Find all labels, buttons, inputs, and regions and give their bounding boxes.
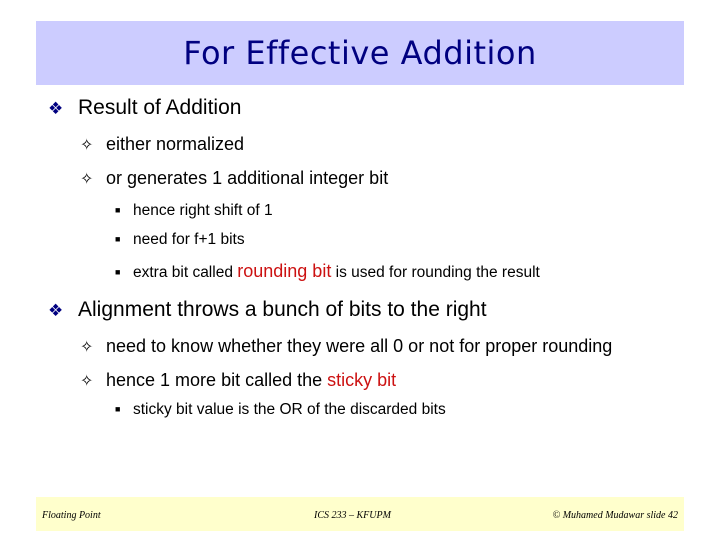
bullet-text: Alignment throws a bunch of bits to the right xyxy=(78,298,487,321)
sticky-bit-highlight: sticky bit xyxy=(327,370,397,390)
bullet-alignment xyxy=(48,298,487,322)
subbullet-sticky-bit xyxy=(80,370,396,391)
item-text: need for f+1 bits xyxy=(133,231,245,248)
bullet-result-of-addition xyxy=(48,96,241,120)
diamond-clover-icon: ❖ xyxy=(48,99,64,119)
subbullet-text: need to know whether they were all 0 or not for proper rounding xyxy=(106,336,613,356)
footer-topic: Floating Point xyxy=(42,510,101,521)
subbullet-proper-rounding xyxy=(80,336,612,357)
item-text: sticky bit value is the OR of the discarded bits xyxy=(133,401,446,418)
subbullet-either-normalized xyxy=(80,134,244,155)
four-point-star-icon: ✧ xyxy=(80,371,94,390)
square-bullet-icon: ■ xyxy=(115,234,121,244)
subbullet-text-pre: hence 1 more bit called the xyxy=(106,370,328,390)
item-right-shift xyxy=(115,202,273,220)
footer-slide-number: © Muhamed Mudawar slide 42 xyxy=(552,510,678,521)
square-bullet-icon: ■ xyxy=(115,404,121,414)
four-point-star-icon: ✧ xyxy=(80,169,94,188)
slide-title: For Effective Addition xyxy=(183,34,537,72)
subbullet-text: either normalized xyxy=(106,134,245,154)
item-text: hence right shift of 1 xyxy=(133,202,273,219)
four-point-star-icon: ✧ xyxy=(80,135,94,154)
item-sticky-or xyxy=(115,401,446,419)
subbullet-text: or generates 1 additional integer bit xyxy=(106,168,389,188)
slide-footer xyxy=(36,497,684,531)
square-bullet-icon: ■ xyxy=(115,267,121,277)
item-f-plus-1-bits xyxy=(115,231,245,249)
square-bullet-icon: ■ xyxy=(115,205,121,215)
item-text-post: is used for rounding the result xyxy=(331,264,540,281)
bullet-text: Result of Addition xyxy=(78,96,242,119)
four-point-star-icon: ✧ xyxy=(80,337,94,356)
footer-course: ICS 233 – KFUPM xyxy=(314,510,391,521)
rounding-bit-highlight: rounding bit xyxy=(237,261,332,281)
subbullet-integer-bit xyxy=(80,168,388,189)
item-text-pre: extra bit called xyxy=(133,264,238,281)
title-bar xyxy=(36,21,684,85)
diamond-clover-icon: ❖ xyxy=(48,301,64,321)
item-rounding-bit xyxy=(115,261,540,282)
